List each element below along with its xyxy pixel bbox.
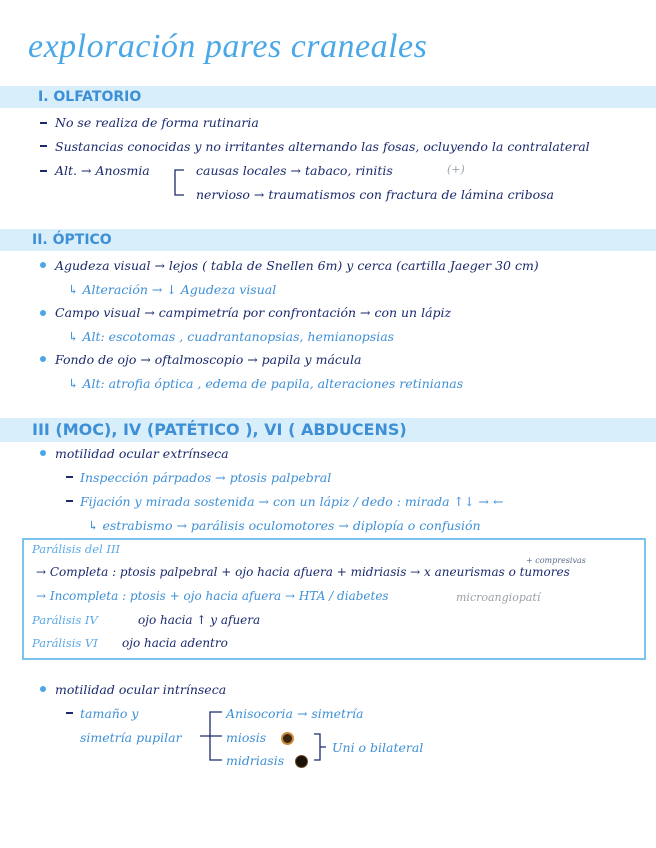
miosis-label: miosis	[226, 730, 267, 745]
bracket-icon	[170, 168, 186, 198]
miosis-pupil-icon	[283, 734, 292, 743]
paralisis-iii-title: Parálisis del III	[32, 542, 121, 556]
paralisis-iv-desc: ojo hacia ↑ y afuera	[138, 613, 261, 627]
uni-bilateral-label: Uni o bilateral	[332, 740, 424, 755]
oculomotores-line-2: Inspección párpados → ptosis palpebral	[80, 470, 332, 485]
midriasis-pupil-icon	[296, 756, 307, 767]
optico-line-1: Agudeza visual → lejos ( tabla de Snellen 6m) y cerca (cartilla Jaeger 30 cm)	[55, 258, 539, 273]
microangiopatia-note: microangiopatí	[456, 591, 541, 604]
optico-line-4: ↳ Alt: escotomas , cuadrantanopsias, hemianopsias	[68, 329, 395, 344]
compresivas-note: + compresivas	[526, 556, 586, 565]
olfatorio-alt-label: Alt. → Anosmia	[55, 163, 150, 178]
dash-bullet	[40, 145, 47, 147]
olfatorio-line-1: No se realiza de forma rutinaria	[55, 115, 259, 130]
optico-line-3: Campo visual → campimetría por confrontación → con un lápiz	[55, 305, 452, 320]
paralisis-iii-completa: → Completa : ptosis palpebral + ojo hacia afuera + midriasis → x aneurismas o tumores	[36, 565, 570, 579]
dot-bullet	[40, 356, 46, 362]
heading-olfatorio: I. OLFATORIO	[38, 89, 142, 105]
dot-bullet	[40, 450, 46, 456]
olfatorio-nervioso: nervioso → traumatismos con fractura de lámina cribosa	[196, 187, 554, 202]
dash-bullet	[66, 476, 73, 478]
optico-line-6: ↳ Alt: atrofia óptica , edema de papila, alteraciones retinianas	[68, 376, 464, 391]
anisocoria-line: Anisocoria → simetría	[226, 706, 364, 721]
intrinseca-simetria: simetría pupilar	[80, 730, 182, 745]
paralisis-iv-title: Parálisis IV	[32, 613, 98, 627]
olfatorio-causas-locales: causas locales → tabaco, rinitis	[196, 163, 393, 178]
dot-bullet	[40, 262, 46, 268]
midriasis-label: midriasis	[226, 753, 285, 768]
optico-line-5: Fondo de ojo → oftalmoscopio → papila y mácula	[55, 352, 362, 367]
olfatorio-line-2: Sustancias conocidas y no irritantes alternando las fosas, ocluyendo la contralateral	[55, 139, 590, 154]
dash-bullet	[66, 712, 73, 714]
oculomotores-line-4: ↳ estrabismo → parálisis oculomotores → diplopía o confusión	[88, 518, 481, 533]
heading-optico: II. ÓPTICO	[32, 232, 112, 248]
heading-oculomotores: III (MOC), IV (PATÉTICO ), VI ( ABDUCENS)	[32, 420, 407, 439]
optico-line-2: ↳ Alteración → ↓ Agudeza visual	[68, 282, 277, 297]
bracket-icon	[200, 708, 224, 764]
dash-bullet	[40, 170, 47, 172]
dash-bullet	[66, 500, 73, 502]
paralisis-vi-desc: ojo hacia adentro	[122, 636, 228, 650]
olfatorio-plus-note: (+)	[447, 163, 465, 176]
oculomotores-line-3: Fijación y mirada sostenida → con un lápiz / dedo : mirada ↑↓ → ←	[80, 494, 504, 509]
paralisis-vi-title: Parálisis VI	[32, 636, 98, 650]
page-title: exploración pares craneales	[28, 28, 428, 65]
bracket-icon	[312, 732, 328, 764]
dot-bullet	[40, 310, 46, 316]
oculomotores-line-1: motilidad ocular extrínseca	[55, 446, 229, 461]
dot-bullet	[40, 686, 46, 692]
dash-bullet	[40, 122, 47, 124]
intrinseca-title: motilidad ocular intrínseca	[55, 682, 227, 697]
intrinseca-tamano: tamaño y	[80, 706, 139, 721]
paralisis-iii-incompleta: → Incompleta : ptosis + ojo hacia afuera → HTA / diabetes	[36, 589, 389, 603]
